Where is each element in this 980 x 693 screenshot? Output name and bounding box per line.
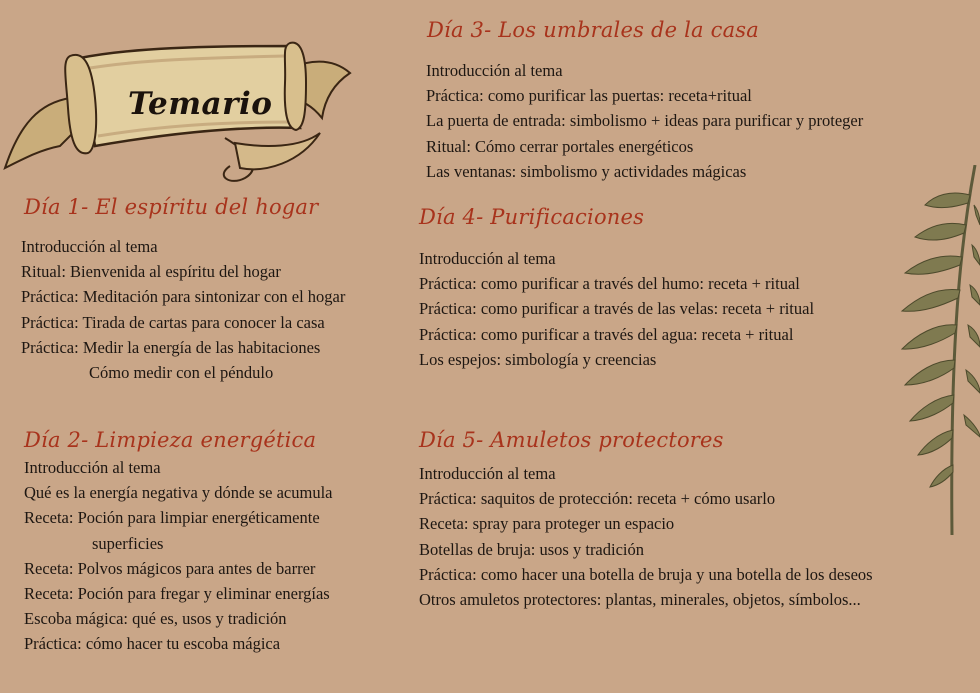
list-item: Los espejos: simbología y creencias (419, 349, 657, 369)
list-item: La puerta de entrada: simbolismo + ideas para purificar y proteger (426, 111, 864, 131)
page-title: Temario (128, 86, 273, 122)
list-item: Introducción al tema (419, 464, 556, 483)
title-banner (0, 28, 360, 198)
day-2-title: Día 2- Limpieza energética (24, 428, 317, 452)
list-item: Qué es la energía negativa y dónde se acumula (24, 483, 333, 503)
list-item: Ritual: Bienvenida al espíritu del hogar (21, 262, 281, 282)
day-4-topic-list (419, 246, 814, 372)
list-item: Práctica: como purificar a través del humo: receta + ritual (419, 274, 800, 294)
list-item: Introducción al tema (426, 61, 563, 80)
day-1-topic-list (21, 234, 345, 385)
day-3-title: Día 3- Los umbrales de la casa (427, 18, 759, 42)
list-item: Receta: Poción para fregar y eliminar energías (24, 584, 330, 604)
list-item: Otros amuletos protectores: plantas, minerales, objetos, símbolos... (419, 590, 861, 610)
list-item: Introducción al tema (24, 458, 161, 477)
list-item: Práctica: Medir la energía de las habitaciones (21, 337, 321, 357)
list-item: Receta: Poción para limpiar energéticamente (24, 508, 320, 528)
day-1-section (21, 195, 346, 385)
day-4-section (419, 205, 814, 372)
list-item: Receta: spray para proteger un espacio (419, 514, 675, 534)
day-3-topic-list (426, 58, 863, 184)
list-item: Introducción al tema (21, 237, 158, 256)
list-item: Ritual: Cómo cerrar portales energéticos (426, 136, 694, 156)
day-5-title: Día 5- Amuletos protectores (419, 428, 724, 452)
day-2-topic-list (24, 455, 333, 657)
day-1-title: Día 1- El espíritu del hogar (24, 195, 319, 219)
day-4-title: Día 4- Purificaciones (419, 205, 645, 229)
day-5-topic-list (419, 461, 873, 612)
list-item: Receta: Polvos mágicos para antes de barrer (24, 558, 316, 578)
list-item: Práctica: saquitos de protección: receta + cómo usarlo (419, 489, 776, 509)
list-item: Práctica: como purificar a través del agua: receta + ritual (419, 324, 794, 344)
list-item: Práctica: cómo hacer tu escoba mágica (24, 634, 281, 654)
list-item: Escoba mágica: qué es, usos y tradición (24, 609, 287, 629)
list-item: Introducción al tema (419, 249, 556, 268)
fern-leaf-icon (890, 165, 980, 535)
list-item: superficies (92, 533, 164, 553)
list-item: Práctica: como purificar las puertas: receta+ritual (426, 86, 752, 106)
list-item: Práctica: como hacer una botella de bruja y una botella de los deseos (419, 564, 873, 584)
day-3-section (427, 18, 863, 184)
list-item: Práctica: como purificar a través de las velas: receta + ritual (419, 299, 815, 319)
list-item: Las ventanas: simbolismo y actividades mágicas (426, 161, 747, 181)
day-2-section (24, 428, 333, 657)
list-item: Práctica: Meditación para sintonizar con el hogar (21, 287, 346, 307)
day-5-section (419, 428, 873, 612)
list-item: Cómo medir con el péndulo (89, 363, 274, 383)
list-item: Botellas de bruja: usos y tradición (419, 539, 644, 559)
list-item: Práctica: Tirada de cartas para conocer la casa (21, 312, 325, 332)
